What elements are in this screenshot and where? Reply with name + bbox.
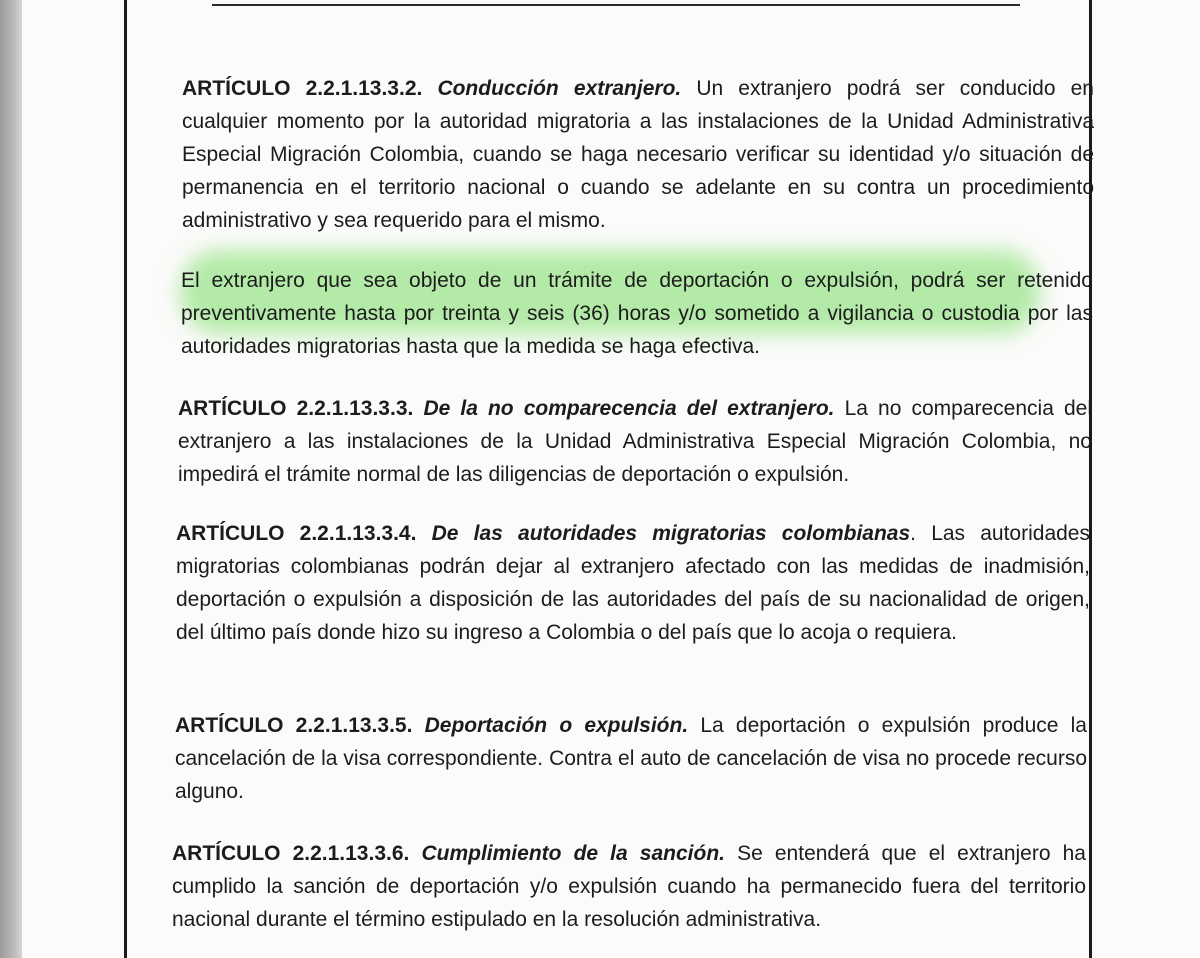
article-2-2-1-13-3-2-second-paragraph: El extranjero que sea objeto de un trámite de deportación o expulsión, podrá ser retenido preventivamente hasta por treinta y seis (36) horas y/o sometido a vigilancia o custodia por las autoridades migratorias hasta que la medida se haga efectiva. — [181, 269, 1093, 358]
article-body: La no comparecencia del extranjero a las instalaciones de la Unidad Administrativa Especial Migración Colombia, no impedirá el trámite normal de las diligencias de deportación o expulsión. — [178, 397, 1092, 486]
article-2-2-1-13-3-6 — [172, 837, 1086, 936]
article-2-2-1-13-3-4 — [176, 517, 1090, 649]
article-number: ARTÍCULO 2.2.1.13.3.4. — [176, 522, 417, 545]
article-body: . Las autoridades migratorias colombianas podrán dejar al extranjero afectado con las medidas de inadmisión, deportación o expulsión a disposición de las autoridades del país de su nacionalidad de origen, del último país donde hizo su ingreso a Colombia o del país que lo acoja o requiera. — [176, 522, 1090, 644]
page-border-left — [124, 0, 127, 958]
article-body: Se entenderá que el extranjero ha cumplido la sanción de deportación y/o expulsión cuando ha permanecido fuera del territorio nacional durante el término estipulado en la resolución administrativa. — [172, 842, 1086, 931]
article-title: Cumplimiento de la sanción. — [421, 842, 725, 865]
article-title: De la no comparecencia del extranjero. — [423, 397, 835, 420]
article-2-2-1-13-3-3 — [178, 392, 1092, 491]
article-number: ARTÍCULO 2.2.1.13.3.3. — [178, 397, 414, 420]
article-2-2-1-13-3-5 — [175, 709, 1087, 808]
article-body: Un extranjero podrá ser conducido en cualquier momento por la autoridad migratoria a las instalaciones de la Unidad Administrativa Especial Migración Colombia, cuando se haga necesario verificar su identidad y/o situación de permanencia en el territorio nacional o cuando se adelante en su contra un procedimiento administrativo y sea requerido para el mismo. — [182, 77, 1094, 232]
article-number: ARTÍCULO 2.2.1.13.3.6. — [172, 842, 410, 865]
article-title: De las autoridades migratorias colombianas — [431, 522, 911, 545]
article-body: La deportación o expulsión produce la cancelación de la visa correspondiente. Contra el auto de cancelación de visa no procede recurso alguno. — [175, 714, 1087, 803]
article-number: ARTÍCULO 2.2.1.13.3.2. — [182, 77, 423, 100]
article-title: Deportación o expulsión. — [424, 714, 689, 737]
article-title: Conducción extranjero. — [437, 77, 682, 100]
scan-edge-shadow — [0, 0, 22, 958]
top-rule — [212, 4, 1020, 6]
article-2-2-1-13-3-2 — [182, 72, 1094, 237]
article-number: ARTÍCULO 2.2.1.13.3.5. — [175, 714, 413, 737]
